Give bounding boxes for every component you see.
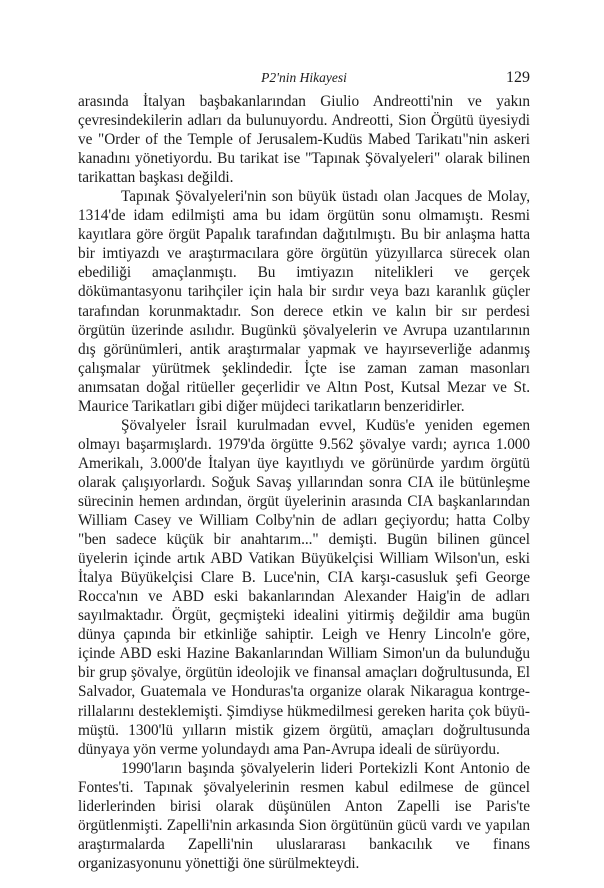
paragraph-1: arasında İtalyan başbakanlarından Giulio Andreotti'nin ve yakın çevresindekilerin adları da bulunuyordu. Andreotti, Sion Örgütü üyesiydi ve "Order of the Temple of Jerusalem-Kudüs Mabed Tarikatı"nin askeri kanadını yönetiyordu. Bu tarikat ise "Tapınak Şövalyeleri" olarak bilinen tarikattan başkası değildi. [78,93,530,187]
paragraph-2: Tapınak Şövalyeleri'nin son büyük üstadı olan Jacques de Molay, 1314'de idam edilmişti ama bu idam örgütün sonu olmamıştı. Resmi kayıtlara göre örgüt Papalık tarafından dağıtılmıştı. Bu bir anlaşma hatta bir imtiyazdı ve araştırmacılara göre örgütün yüzyıllarca sürecek olan ebediliği amaçlanmıştı. Bu imtiyazın nitelikleri ve gerçek dökümantasyonu tarihçiler için hala bir sırdır veya bazı karanlık güçler tarafından korunmaktadır. Son derece etkin ve kalın bir sır perdesi örgütün üzerinde asılıdır. Bugünkü şövalyelerin ve Avrupa uzantılarının dış görünümleri, antik araştırmalar yapmak ve hayırseverliğe adanmış çalışmalar yürütmek şeklindedir. İçte ise zaman zaman masonları anımsatan doğal ritüeller geçerlidir ve Altın Post, Kutsal Mezar ve St. Maurice Tarikatları gibi diğer müjdeci tarikatların benzeridirler. [78,188,530,415]
paragraph-3: Şövalyeler İsrail kurulmadan evvel, Kudüs'e yeniden egemen olmayı başarmışlardı. 1979'da örgütte 9.562 şövalye vardı; ayrıca 1.000 Amerikalı, 3.000'de İtalyan üye kayıtlıydı ve görünürde yardım örgütü olarak çalışıyorlardı. Soğuk Savaş yıllarından sonra CIA ile bütünleşme sürecinin hemen ardından, örgüt üyelerinin arasında CIA başkanlarından William Casey ve William Colby'nin de adları geçiyordu; hatta Colby "ben sadece küçük bir anahtarım..." demişti. Bugün bilinen güncel üyelerin içinde artık ABD Vatikan Büyükelçisi William Wilson'un, eski İtalya Büyükelçisi Clare B. Luce'nin, CIA karşı-casusluk şefi George Rocca'nın ve ABD eski bakanlarından Alexander Haig'in de adları sayılmaktadır. Örgüt, geçmişteki idealini yitirmiş değildir ama bugün dünya çapında bir etkinliğe sahiptir. Leigh ve Henry Lincoln'e göre, içinde ABD eski Hazine Bakanlarından William Simon'un da bulunduğu bir grup şövalye, örgütün ideolojik ve finansal amaçları doğrultusunda, El Salvador, Guatemala ve Honduras'ta organize olarak Nikaragua kontrgerillalarını desteklemişti. Şimdiyse hükmedilmesi gereken harita çok büyümüştü. 1300'lü yılların mistik gizem örgütü, amaçları doğrultusunda dünyaya yön verme yolundaydı ama Pan-Avrupa ideali de sürüyordu. [78,416,530,758]
paragraph-4: 1990'ların başında şövalyelerin lideri Portekizli Kont Antonio de Fontes'ti. Tapınak şövalyelerinin resmen kabul edilmese de güncel liderlerinden birisi olarak düşünülen Anton Zapelli ise Paris'te örgütlenmişti. Zapelli'nin arkasında Sion örgütünün gücü vardı ve yapılan araştırmalarda Zapelli'nin uluslararası bankacılık ve finans organizasyonunu yönettiği öne sürülmekteydi. [78,759,530,872]
running-title: P2'nin Hikayesi [261,70,347,85]
running-header [78,70,530,90]
body-text [78,92,530,873]
page-number: 129 [506,69,530,86]
